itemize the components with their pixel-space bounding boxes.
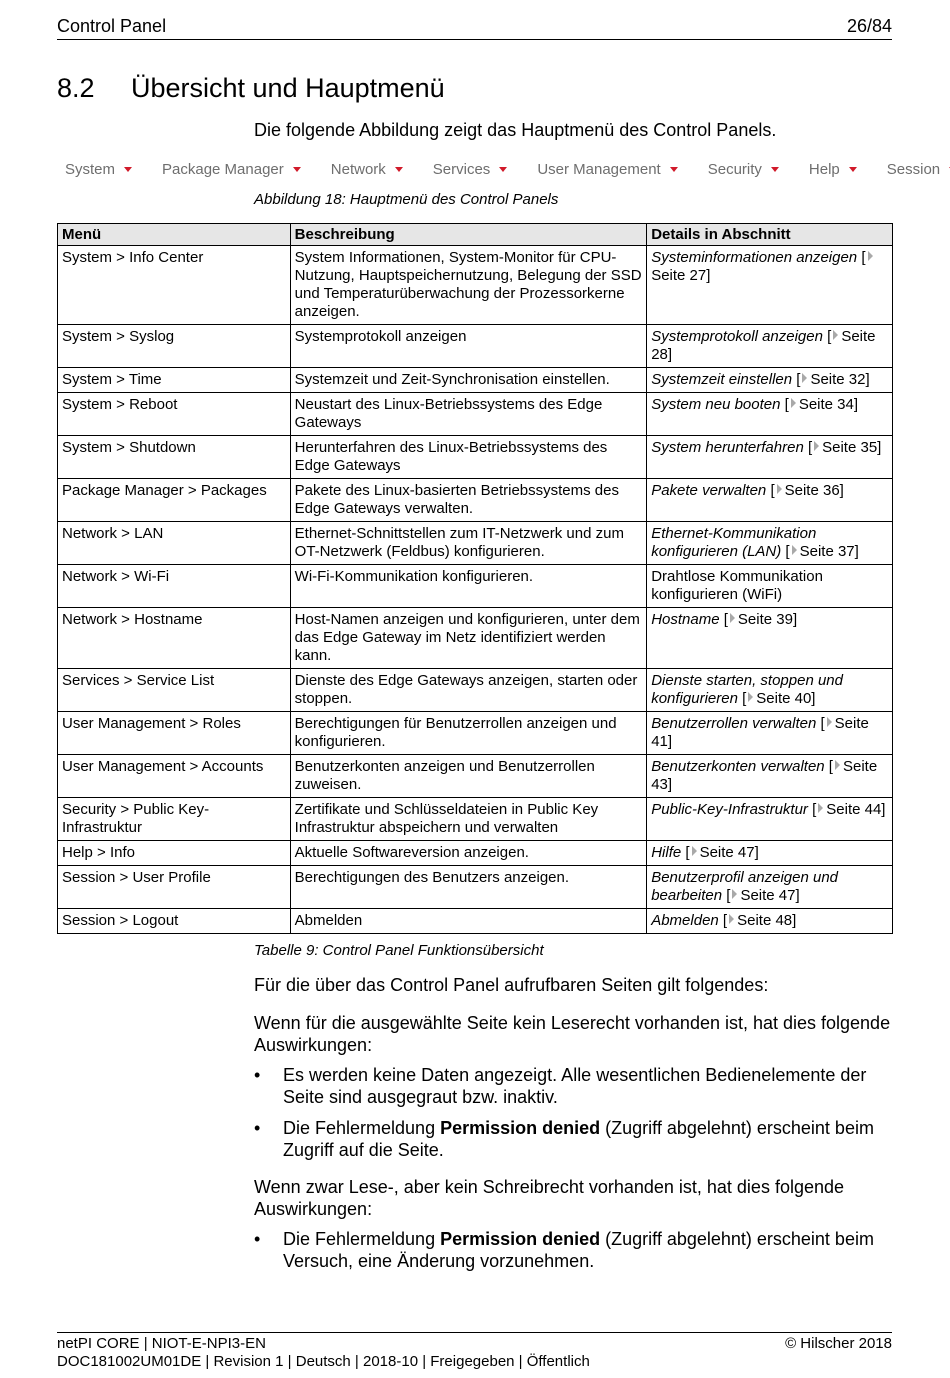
cell-description: System Informationen, System-Monitor für CPU-Nutzung, Hauptspeichernutzung, Belegung der SSD und Temperaturüberwachung der Prozessorkerne anzeigen.	[290, 246, 647, 325]
menu-label: Session	[886, 160, 941, 178]
menu-services[interactable]	[425, 161, 508, 178]
page-reference[interactable]: Seite 34]	[798, 396, 859, 413]
reference-arrow-icon	[777, 484, 782, 494]
page-reference[interactable]: Seite 39]	[737, 611, 798, 628]
list-item	[254, 1117, 894, 1161]
cell-details: Dienste starten, stoppen und konfigurieren [ Seite 40]	[647, 669, 893, 712]
menu-system[interactable]	[57, 161, 132, 178]
cell-menu: Session > Logout	[58, 909, 291, 934]
section-reference-link[interactable]: Abmelden	[651, 912, 719, 929]
section-reference-link[interactable]: System herunterfahren	[651, 439, 804, 456]
list-item-text-continued: (Zugriff abgelehnt) erscheint beim Versuch, eine Änderung vorzunehmen.	[283, 1229, 874, 1271]
cell-description: Berechtigungen für Benutzerrollen anzeigen und konfigurieren.	[290, 712, 647, 755]
menu-label: User Management	[537, 160, 661, 178]
intro-text: Die folgende Abbildung zeigt das Hauptmenü des Control Panels.	[254, 120, 777, 140]
bullet-list-no-read	[254, 1064, 894, 1170]
menu-security[interactable]	[700, 161, 779, 178]
cell-menu: System > Reboot	[58, 393, 291, 436]
page-reference[interactable]: Seite 47]	[740, 887, 800, 904]
page-number: 26/84	[846, 16, 892, 36]
bullet-icon: •	[254, 1065, 261, 1085]
list-item-text: Die Fehlermeldung	[283, 1118, 441, 1138]
page-reference[interactable]: Seite 37]	[799, 543, 859, 560]
menu-help[interactable]	[801, 161, 857, 178]
cell-menu: System > Shutdown	[58, 436, 291, 479]
cell-description: Zertifikate und Schlüsseldateien in Public Key Infrastruktur abspeichern und verwalten	[290, 798, 647, 841]
reference-arrow-icon	[802, 373, 807, 383]
section-reference-link[interactable]: Public-Key-Infrastruktur	[651, 801, 808, 818]
cell-details: Systemzeit einstellen [ Seite 32]	[647, 368, 893, 393]
caret-down-icon	[670, 167, 678, 172]
section-reference-link[interactable]: Drahtlose Kommunikation konfigurieren (WiFi)	[651, 568, 823, 603]
cell-details: Ethernet-Kommunikation konfigurieren (LAN) [ Seite 37]	[647, 522, 893, 565]
page-reference[interactable]: Seite 48]	[737, 912, 797, 929]
cell-details: Hostname [ Seite 39]	[647, 608, 893, 669]
cell-details: Abmelden [ Seite 48]	[647, 909, 893, 934]
page-header	[57, 14, 892, 40]
reference-arrow-icon	[730, 613, 735, 623]
footer-document-info: DOC181002UM01DE | Revision 1 | Deutsch | 2018-10 | Freigegeben | Öffentlich	[57, 1353, 590, 1370]
table-row	[58, 522, 893, 565]
column-header-description: Beschreibung	[290, 224, 647, 246]
table-row	[58, 325, 893, 368]
caret-down-icon	[124, 167, 132, 172]
table-caption: Tabelle 9: Control Panel Funktionsübersicht	[254, 942, 544, 959]
cell-details: Systeminformationen anzeigen [Seite 27]	[647, 246, 893, 325]
menu-session[interactable]	[879, 161, 950, 178]
cell-description: Pakete des Linux-basierten Betriebssystems des Edge Gateways verwalten.	[290, 479, 647, 522]
table-row	[58, 866, 893, 909]
caret-down-icon	[395, 167, 403, 172]
menu-package-manager[interactable]	[154, 161, 301, 178]
cell-description: Neustart des Linux-Betriebssystems des Edge Gateways	[290, 393, 647, 436]
list-item-text: Die Fehlermeldung	[283, 1229, 441, 1249]
cell-details: Systemprotokoll anzeigen [ Seite 28]	[647, 325, 893, 368]
cell-menu: System > Info Center	[58, 246, 291, 325]
cell-menu: Security > Public Key-Infrastruktur	[58, 798, 291, 841]
cell-menu: User Management > Accounts	[58, 755, 291, 798]
table-row	[58, 436, 893, 479]
cell-description: Host-Namen anzeigen und konfigurieren, unter dem das Edge Gateway im Netz identifiziert werden kann.	[290, 608, 647, 669]
caret-down-icon	[499, 167, 507, 172]
footer-product: netPI CORE | NIOT-E-NPI3-EN	[57, 1335, 266, 1352]
section-reference-link[interactable]: Benutzerrollen verwalten	[651, 715, 817, 732]
cell-menu: Help > Info	[58, 841, 291, 866]
table-row	[58, 841, 893, 866]
reference-arrow-icon	[814, 441, 819, 451]
cell-description: Dienste des Edge Gateways anzeigen, starten oder stoppen.	[290, 669, 647, 712]
cell-description: Berechtigungen des Benutzers anzeigen.	[290, 866, 647, 909]
reference-arrow-icon	[868, 251, 873, 261]
list-item	[254, 1228, 894, 1272]
page-reference[interactable]: Seite 36]	[784, 482, 844, 499]
cell-details: Benutzerprofil anzeigen und bearbeiten [ Seite 47]	[647, 866, 893, 909]
menu-label: Help	[808, 160, 840, 178]
section-reference-link[interactable]: Benutzerprofil anzeigen und bearbeiten	[651, 869, 838, 904]
section-title: Übersicht und Hauptmenü	[131, 73, 445, 103]
reference-arrow-icon	[818, 803, 823, 813]
cell-description: Aktuelle Softwareversion anzeigen.	[290, 841, 647, 866]
list-item-text: Es werden keine Daten angezeigt. Alle wesentlichen Bedienelemente der Seite sind ausgegraut bzw. inaktiv.	[283, 1065, 867, 1107]
error-message-name: Permission denied	[440, 1118, 601, 1138]
page-reference[interactable]: Seite 40]	[756, 690, 816, 707]
list-item-text-continued: (Zugriff abgelehnt) erscheint beim Zugriff auf die Seite.	[283, 1118, 874, 1160]
table-row	[58, 393, 893, 436]
section-reference-link[interactable]: Systemprotokoll anzeigen	[651, 328, 823, 345]
cell-details: Pakete verwalten [ Seite 36]	[647, 479, 893, 522]
table-header-row	[58, 224, 893, 246]
reference-arrow-icon	[732, 889, 737, 899]
paragraph-2: Wenn für die ausgewählte Seite kein Leserecht vorhanden ist, hat dies folgende Auswirkungen:	[254, 1013, 891, 1055]
cell-menu: System > Time	[58, 368, 291, 393]
paragraph-3: Wenn zwar Lese-, aber kein Schreibrecht vorhanden ist, hat dies folgende Auswirkungen:	[254, 1177, 845, 1219]
cell-menu: Session > User Profile	[58, 866, 291, 909]
table-row	[58, 798, 893, 841]
header-title: Control Panel	[57, 16, 167, 36]
cell-menu: System > Syslog	[58, 325, 291, 368]
table-row	[58, 712, 893, 755]
page-reference[interactable]: Seite 32]	[810, 371, 870, 388]
page-reference[interactable]: Seite 43]	[651, 758, 878, 793]
cell-details: Benutzerkonten verwalten [ Seite 43]	[647, 755, 893, 798]
cell-menu: Network > Hostname	[58, 608, 291, 669]
reference-arrow-icon	[748, 692, 753, 702]
menu-user-management[interactable]	[529, 161, 677, 178]
menu-label: Security	[707, 160, 762, 178]
menu-label: Services	[432, 160, 491, 178]
main-menu-bar	[57, 155, 941, 183]
table-row	[58, 565, 893, 608]
column-header-menu: Menü	[58, 224, 291, 246]
cell-description: Abmelden	[290, 909, 647, 934]
menu-label: Package Manager	[162, 160, 284, 178]
section-reference-link[interactable]: Hostname	[651, 611, 720, 628]
reference-arrow-icon	[729, 914, 734, 924]
section-reference-link[interactable]: Systeminformationen anzeigen	[651, 249, 858, 266]
cell-description: Ethernet-Schnittstellen zum IT-Netzwerk und zum OT-Netzwerk (Feldbus) konfigurieren.	[290, 522, 647, 565]
cell-description: Systemzeit und Zeit-Synchronisation einstellen.	[290, 368, 647, 393]
section-reference-link[interactable]: System neu booten	[651, 396, 781, 413]
bullet-list-no-write	[254, 1228, 894, 1281]
reference-arrow-icon	[791, 398, 796, 408]
cell-details: Public-Key-Infrastruktur [ Seite 44]	[647, 798, 893, 841]
cell-details: Hilfe [ Seite 47]	[647, 841, 893, 866]
footer-copyright: © Hilscher 2018	[785, 1335, 892, 1352]
bullet-icon: •	[254, 1229, 261, 1249]
cell-menu: Network > LAN	[58, 522, 291, 565]
page-reference[interactable]: Seite 44]	[826, 801, 886, 818]
section-reference-link[interactable]: Pakete verwalten	[651, 482, 767, 499]
cell-description: Benutzerkonten anzeigen und Benutzerrollen zuweisen.	[290, 755, 647, 798]
reference-arrow-icon	[692, 846, 697, 856]
section-reference-link[interactable]: Dienste starten, stoppen und konfigurieren	[651, 672, 843, 707]
page-reference[interactable]: Seite 35]	[822, 439, 882, 456]
section-reference-link[interactable]: Systemzeit einstellen	[651, 371, 793, 388]
caret-down-icon	[293, 167, 301, 172]
section-reference-link[interactable]: Ethernet-Kommunikation konfigurieren (LAN)	[651, 525, 817, 560]
cell-menu: Network > Wi-Fi	[58, 565, 291, 608]
cell-details	[647, 565, 893, 608]
page-reference[interactable]: Seite 41]	[651, 715, 869, 750]
table-row	[58, 479, 893, 522]
section-number: 8.2	[57, 73, 95, 103]
cell-menu: Package Manager > Packages	[58, 479, 291, 522]
bullet-icon: •	[254, 1118, 261, 1138]
caret-down-icon	[771, 167, 779, 172]
menu-network[interactable]	[323, 161, 403, 178]
reference-arrow-icon	[835, 760, 840, 770]
table-row	[58, 246, 893, 325]
column-header-details: Details in Abschnitt	[647, 224, 893, 246]
paragraph-1: Für die über das Control Panel aufrufbaren Seiten gilt folgendes:	[254, 975, 769, 995]
cell-description: Wi-Fi-Kommunikation konfigurieren.	[290, 565, 647, 608]
section-heading	[57, 70, 445, 106]
cell-menu: User Management > Roles	[58, 712, 291, 755]
reference-arrow-icon	[833, 330, 838, 340]
menu-label: System	[65, 160, 116, 178]
page-footer	[57, 1332, 892, 1371]
reference-arrow-icon	[827, 717, 832, 727]
cell-details: System herunterfahren [ Seite 35]	[647, 436, 893, 479]
cell-details: System neu booten [ Seite 34]	[647, 393, 893, 436]
table-row	[58, 909, 893, 934]
page-reference[interactable]: Seite 47]	[699, 844, 759, 861]
menu-label: Network	[330, 160, 386, 178]
cell-description: Systemprotokoll anzeigen	[290, 325, 647, 368]
table-row	[58, 669, 893, 712]
page-reference[interactable]: Seite 27]	[651, 267, 711, 284]
section-reference-link[interactable]: Hilfe	[651, 844, 682, 861]
section-reference-link[interactable]: Benutzerkonten verwalten	[651, 758, 825, 775]
page-reference[interactable]: Seite 28]	[651, 328, 876, 363]
table-row	[58, 755, 893, 798]
list-item	[254, 1064, 894, 1108]
cell-details: Benutzerrollen verwalten [ Seite 41]	[647, 712, 893, 755]
function-overview-table	[57, 223, 893, 934]
table-row	[58, 368, 893, 393]
caret-down-icon	[849, 167, 857, 172]
cell-description: Herunterfahren des Linux-Betriebssystems des Edge Gateways	[290, 436, 647, 479]
error-message-name: Permission denied	[440, 1229, 601, 1249]
cell-menu: Services > Service List	[58, 669, 291, 712]
reference-arrow-icon	[792, 545, 797, 555]
table-row	[58, 608, 893, 669]
figure-caption: Abbildung 18: Hauptmenü des Control Panels	[254, 191, 559, 208]
